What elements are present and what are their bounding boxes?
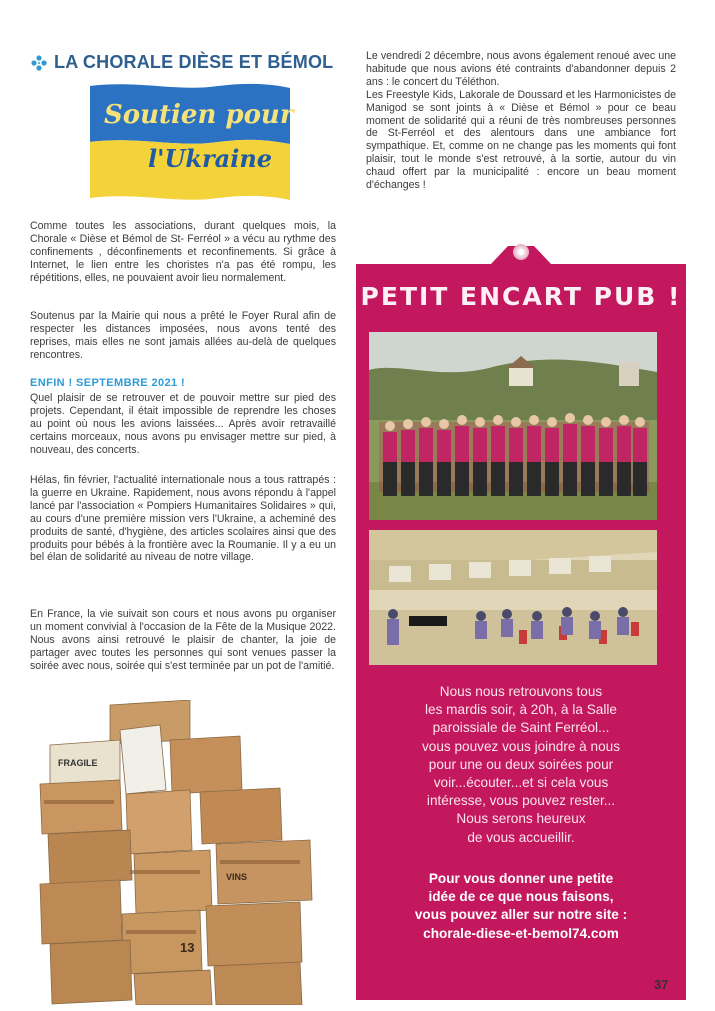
- ad-cta-line: vous pouvez aller sur notre site :: [414, 907, 628, 923]
- ukraine-flag: [88, 80, 292, 206]
- ad-cta-line: idée de ce que nous faisons,: [428, 889, 614, 905]
- ad-title: PETIT ENCART PUB !: [360, 282, 682, 311]
- ad-cta-line: Pour vous donner une petite: [428, 871, 614, 886]
- page-title: LA CHORALE DIÈSE ET BÉMOL: [54, 52, 334, 72]
- flag-graphic: [88, 80, 292, 206]
- ad-body-line: Nous serons heureux: [456, 811, 586, 827]
- ornament-icon: [30, 54, 48, 72]
- ad-body-line: vous pouvez vous joindre à nous: [422, 738, 620, 754]
- box-label-fragile: FRAGILE: [58, 758, 98, 768]
- donation-boxes-image: [30, 700, 330, 1005]
- ad-body-line: voir...écouter...et si cela vous: [433, 775, 609, 791]
- section-subhead: ENFIN ! SEPTEMBRE 2021 !: [30, 377, 186, 389]
- flag-text-line1: Soutien pour: [104, 100, 294, 130]
- page-number: 37: [654, 977, 669, 992]
- title-row: [30, 52, 333, 73]
- left-paragraph-4: Hélas, fin février, l'actualité internationale nous a tous rattrapés : la guerre en Ukraine. Rapidement, nous avons répondu à l'appel lancé par l'association « Pompiers Humanitaires Solidaires » qui, au cours d'une première mission vers l'Ukraine, a acheminé des produits de santé, d'hygiène, des articles scolaires ainsi que des produits pour bébés à la frontière avec la Roumanie. Il y a eu un bel élan de solidarité au niveau de notre village.: [30, 474, 336, 564]
- right-paragraph-1: Le vendredi 2 décembre, nous avons également renoué avec une habitude que nous avions été contraints d'abandonner depuis 2 ans : le concert du Téléthon.: [366, 50, 676, 88]
- rehearsal-indoor-photo: [369, 530, 657, 665]
- left-paragraph-1: Comme toutes les associations, durant quelques mois, la Chorale « Dièse et Bémol de St- Ferréol » a vécu au rythme des confinements , déconfinements et reconfinements. Si grâce à Internet, le lien entre les choristes n'a pas été rompu, les répétitions, elles, ne pouvaient avoir lieu normalement.: [30, 220, 336, 284]
- right-paragraph-2: Les Freestyle Kids, Lakorale de Doussard et les Harmonicistes de Manigod se sont joints à « Dièse et Bémol » pour ce beau moment de solidarité qui a réuni de très nombreuses personnes de St-Ferréol et des alentours dans une ambiance fort sympathique. Et, comme on ne change pas les moments qui font plaisir, tout le monde s'est retrouvé, à la sortie, autour du vin chaud offert par la municipalité : encore un beau moment d'échanges !: [366, 88, 676, 192]
- box-label-wine: VINS: [226, 872, 248, 882]
- website-link[interactable]: chorale-diese-et-bemol74.com: [423, 925, 619, 941]
- left-paragraph-5: En France, la vie suivait son cours et nous avons pu organiser un moment convivial à l'occasion de la Fête de la Musique 2022. Nous avons ainsi retrouvé le plaisir de chanter, la joie de partager avec toutes les personnes qui sont venues passer la soirée avec nous, soirée qui s'est terminée par un pot de l'amitié.: [30, 608, 336, 672]
- ad-body-line: les mardis soir, à 20h, à la Salle: [425, 702, 617, 718]
- left-paragraph-2: Soutenus par la Mairie qui nous a prêté le Foyer Rural afin de respecter les distances imposées, nous avons tenté des reprises, mais elles ne sont jamais allées au-delà de quelques rencontres.: [30, 310, 336, 361]
- ad-body-line: paroissiale de Saint Ferréol...: [432, 720, 610, 736]
- left-paragraph-3: Quel plaisir de se retrouver et de pouvoir mettre sur pied des projets. Cependant, il était impossible de reprendre les choses au point où nous les avions laissées... Après avoir retravaillé certains morceaux, nous avons pu envisager mettre sur pied, à nouveau, des concerts.: [30, 392, 336, 456]
- ad-call-to-action: [362, 870, 680, 943]
- right-column: [366, 50, 676, 192]
- ad-body: [362, 683, 680, 847]
- ad-body-line: pour une ou deux soirées pour: [428, 756, 614, 772]
- ad-body-line: de vous accueillir.: [467, 829, 575, 845]
- box-label-number: 13: [180, 940, 195, 955]
- flag-text-line2: l'Ukraine: [148, 144, 273, 173]
- choir-outdoor-photo: [369, 332, 657, 520]
- ad-body-line: Nous nous retrouvons tous: [439, 684, 603, 699]
- ad-body-line: intéresse, vous pouvez rester...: [426, 793, 616, 809]
